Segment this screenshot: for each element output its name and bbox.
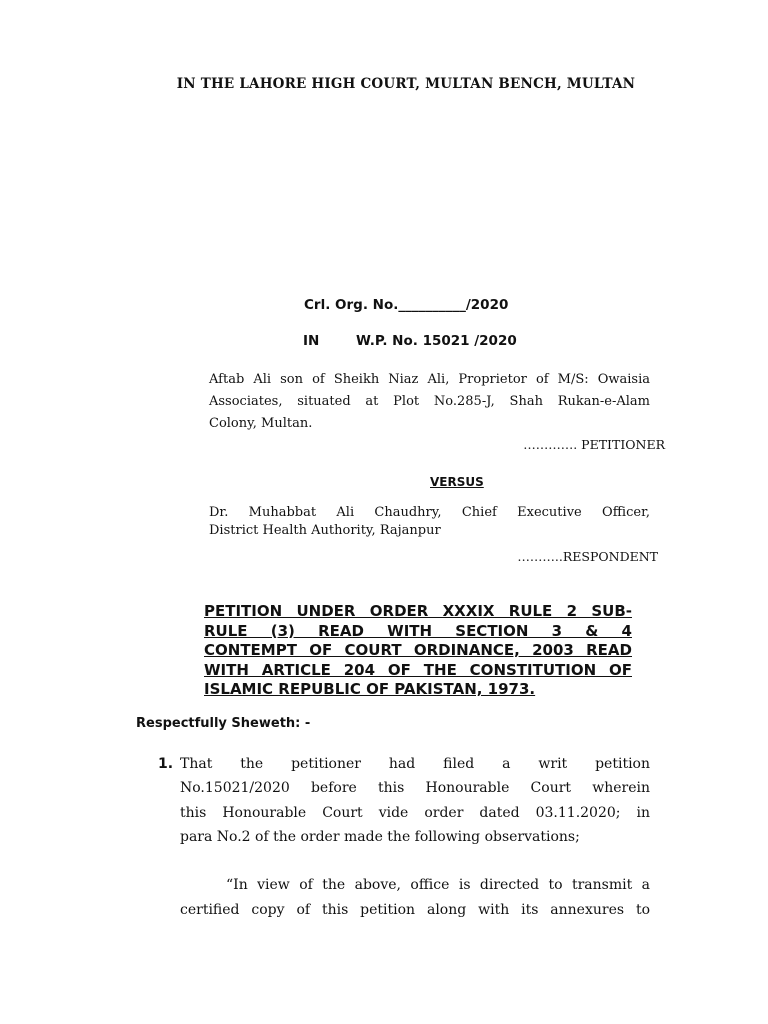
heading-line: RULE (3) READ WITH SECTION 3 & 4 xyxy=(204,621,632,640)
paragraph-line: this Honourable Court vide order dated 03.11.2020; in xyxy=(180,805,650,821)
quote-line: certified copy of this petition along with its annexures to xyxy=(180,902,650,918)
versus-label: VERSUS xyxy=(430,475,484,489)
paragraph-number: 1. xyxy=(158,756,174,772)
petitioner-details xyxy=(209,369,650,435)
petitioner-line: Associates, situated at Plot No.285-J, Shah Rukan-e-Alam xyxy=(209,394,650,409)
salutation: Respectfully Sheweth: - xyxy=(136,716,311,731)
writ-petition-number: W.P. No. 15021 /2020 xyxy=(356,333,517,349)
paragraph-line: No.15021/2020 before this Honourable Court wherein xyxy=(180,780,650,796)
petition-heading xyxy=(204,602,632,700)
petitioner-role: …………. PETITIONER xyxy=(523,437,665,452)
heading-line: PETITION UNDER ORDER XXXIX RULE 2 SUB- xyxy=(204,602,632,620)
petitioner-line: Colony, Multan. xyxy=(209,416,313,431)
respondent-line: Dr. Muhabbat Ali Chaudhry, Chief Executive Officer, xyxy=(209,505,650,520)
paragraph-line: para No.2 of the order made the following observations; xyxy=(180,829,580,845)
quote-line: “In view of the above, office is directed to transmit a xyxy=(226,877,650,893)
in-label: IN xyxy=(303,333,320,349)
petitioner-line: Aftab Ali son of Sheikh Niaz Ali, Proprietor of M/S: Owaisia xyxy=(209,372,650,387)
heading-line: CONTEMPT OF COURT ORDINANCE, 2003 READ xyxy=(204,641,632,659)
heading-line: ISLAMIC REPUBLIC OF PAKISTAN, 1973. xyxy=(204,680,536,698)
respondent-details xyxy=(209,504,650,540)
respondent-role: ………..RESPONDENT xyxy=(517,549,658,564)
court-title: IN THE LAHORE HIGH COURT, MULTAN BENCH, MULTAN xyxy=(176,76,636,92)
paragraph-line: That the petitioner had filed a writ petition xyxy=(180,756,650,772)
respondent-line: District Health Authority, Rajanpur xyxy=(209,523,441,538)
heading-line: WITH ARTICLE 204 OF THE CONSTITUTION OF xyxy=(204,660,632,679)
crl-org-number: Crl. Org. No.__________/2020 xyxy=(304,297,509,313)
